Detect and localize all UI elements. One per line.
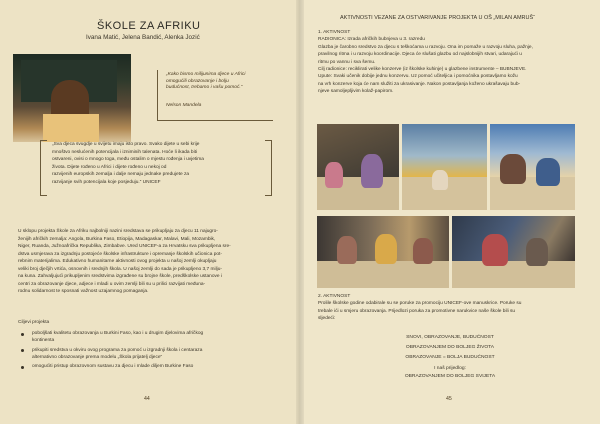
goal-item: omogućiti pristup obrazovnom sustavu za djecu i mlade diljem Burkine Faso — [18, 363, 278, 370]
body-line: centri za obrazovanje djece, adjece i mladi u ovim zemlji bili su u prilici razvijati međuna- — [18, 281, 206, 287]
body-line: na kuna. Zahvaljujući prikupljenim sredstvima izgrađene su brojne škole, predškolske ustanove i — [18, 274, 222, 279]
child-figure — [337, 236, 357, 264]
unicef-quote-line: razvijanje svih potencijala koje posjeduju.“ UNICEF — [52, 179, 161, 185]
child-figure — [375, 234, 397, 264]
activity-line: sljedeći: — [318, 316, 336, 322]
classroom-photo — [13, 54, 131, 142]
slogan: OBRAZOVANJEM DO BOLJEG ŽIVOTA — [405, 345, 495, 351]
activity-line: na vrh konzerve koja će nam služiti za ukrasivanje. Nakon postavljanja koženo ukrašavaju bub- — [318, 81, 521, 87]
book-gutter — [296, 0, 304, 424]
body-line: ženijih afričkih zemalja: Angola, Burkina Faso, Etiopija, Madagaskar, Malavi, Mali, Mozambik, — [18, 236, 216, 242]
child-shirt — [43, 114, 99, 142]
slogan-intro: I naš prijedlog: — [434, 365, 466, 371]
child-figure — [536, 158, 560, 186]
activity-line: Upute: Svaki učenik dobije jednu konzervu. Uz pomoć učiteljica i pomoćnika postavljamo kožu — [318, 74, 518, 80]
body-line: dstva usmjerava za izgradnju postojeće školske infrastrukture i opremanje školskih učionica pot- — [18, 251, 222, 257]
quote-line: „Kako bismo milijunima djece u Africi — [166, 72, 246, 77]
drum-workshop-photo-2 — [402, 124, 487, 210]
activities-title: AKTIVNOSTI VEZANE ZA OSTVARIVANJE PROJEKTA U OŠ „MILAN AMRUŠ“ — [340, 15, 535, 21]
mandela-quote — [157, 70, 273, 121]
drum — [432, 170, 448, 190]
activity-line: pravilnog ritma i u razvoju koordinacije. Djeca će slušati glazbu od najslobnijih stvari, udaraјući u — [318, 52, 522, 58]
unicef-quote-line: „Sva djeca svugdje u svijetu imaju isto pravo. Svako dijete u sebi krije — [52, 142, 200, 147]
slogan: OBRAZOVANJEM DO BOLJEG SVIJETA — [404, 373, 496, 379]
drum-workshop-photo-1 — [317, 124, 399, 210]
child-figure — [413, 238, 433, 264]
activity-line: Glazba je čarobno sredstvo za djecu s teškoćama u razvoju. Ona im pomaže u razvoju sluha, pažnje, — [318, 44, 533, 50]
unicef-quote-line: ostvareni, ovisi o mnogo toga, među ostalim o mjestu rođenja i uvjetima — [52, 157, 204, 163]
activity-line: Prolile školske godine odabirale su se poruke za promociju UNICEF-ove manuskrice. Poruke su — [318, 301, 522, 307]
activity-line: ritmu po vannu i sva šemu. — [318, 59, 376, 65]
child-figure — [526, 238, 548, 266]
drum-workshop-photo-5 — [452, 216, 575, 288]
unicef-quote — [40, 140, 272, 194]
goals-list — [18, 330, 278, 372]
slogan: SNOVI, OBRAZOVANJE, BUDUĆNOST — [406, 335, 494, 340]
activity-line: njeve samoljepljivim kolaž-papirom. — [318, 89, 394, 95]
slogan: OBRAZOVANJE = BOLJA BUDUĆNOST — [405, 355, 495, 361]
activity-1-text — [318, 29, 580, 96]
article-authors: Ivana Matić, Jelena Bandić, Alenka Jozić — [86, 34, 200, 41]
slogans-list — [330, 334, 570, 380]
bracket-right — [265, 140, 272, 196]
page-number: 45 — [446, 396, 452, 402]
unicef-quote-line: razvijenih europskih zemalja i dalje nemaju jednake predujete za — [52, 172, 190, 178]
child-figure — [500, 154, 526, 184]
quote-line: budućnost, trebamo i vašu pomoć.“ — [166, 85, 243, 91]
page-number: 44 — [144, 396, 150, 402]
child-figure — [325, 162, 343, 188]
body-line: U sklopu projekta Škole za Afriku najbolniji nazini sredstava se prikupljaju za djecu 11 najugro- — [18, 229, 218, 234]
goal-item: poboljšati kvalitetu obrazovanja u Burkini Faso, kao i u drugim djelovima afričkog kontinenta — [18, 330, 278, 345]
child-figure — [482, 234, 508, 266]
article-title: ŠKOLE ZA AFRIKU — [97, 20, 201, 32]
activity-line: trebale ići u smjeru obrazovanja. Prijedlozi poruka za promotivne narukvice naše škole bili su — [318, 308, 516, 314]
body-line: veliki broj dječjih vrtića, osnovnih i srednjih škola. U našoj zemlji do sada je prikupljeno 3,7 milju- — [18, 266, 222, 272]
bracket-left — [40, 140, 47, 196]
body-line: Niger, Ruanda, Južnoafrička Republika, Zimbabve. Ured UNICEF-a za Hrvatsku sva prikupljena sre- — [18, 244, 231, 249]
child-figure — [361, 154, 383, 188]
quote-author: Nelson Mandela — [166, 103, 202, 108]
activity-line: 2. AKTIVNOST — [318, 294, 351, 299]
goal-item: prikupiti sredstva u okviru ovog programa za pomoć u izgradnji škola i centaraza alternativno obrazovanje prema modelu „Škola prijatelj djece“ — [18, 347, 278, 362]
goals-heading: Ciljevi projekta — [18, 320, 50, 325]
unicef-quote-line: mnoštvo neslućenih potencijala i izniminih talenata. Hoće li ikada biti — [52, 149, 198, 155]
activity-2-text — [318, 293, 580, 323]
activity-line: Cilj radionice: reciklirati velike konzerve (iz školske kuhinje) u glazbene instrumente – BUBNJEVE. — [318, 67, 527, 73]
intro-paragraph — [18, 228, 283, 296]
body-line: rodnu solidarnost te sposnati važnost uzajamnog pomaganja. — [18, 289, 149, 294]
activity-line: RADIONICA: Izrada afričkih bubnjeva u 3. razredu — [318, 37, 425, 43]
unicef-quote-line: života. Dijete rođeno u Africi i dijete rođeno u nekoj od — [52, 164, 167, 170]
activity-line: 1. AKTIVNOST — [318, 30, 351, 35]
drum-workshop-photo-3 — [490, 124, 575, 210]
drum-workshop-photo-4 — [317, 216, 449, 288]
body-line: rebnim materijalima. Edukativno humanitarne aktivnosti ovog projekta u našoj zemlji okupljaju — [18, 259, 217, 264]
quote-line: omogućili obrazovanje i bolju — [166, 78, 229, 84]
